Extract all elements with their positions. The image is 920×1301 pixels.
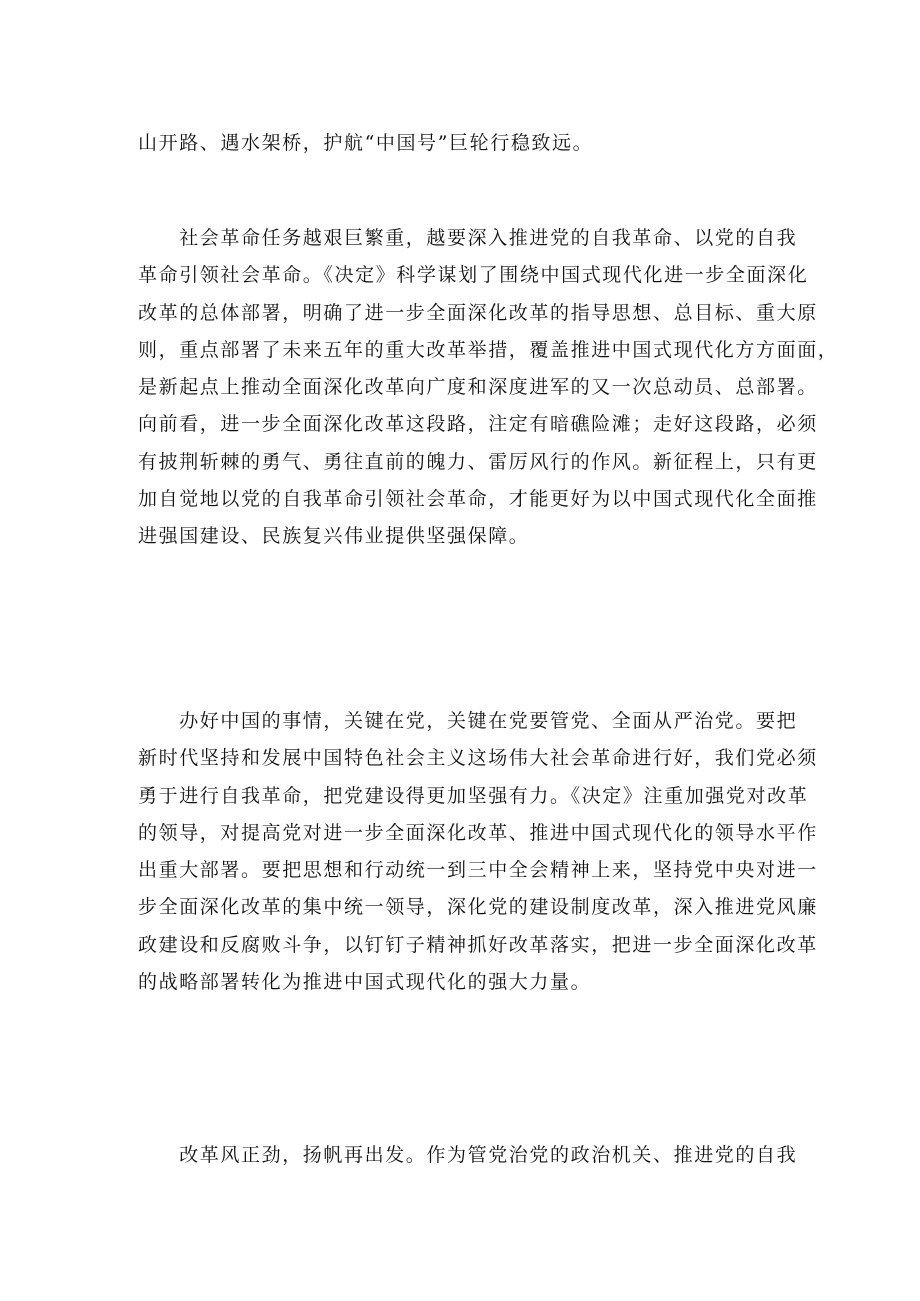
text-line: 向前看，进一步全面深化改革这段路，注定有暗礁险滩；走好这段路，必须: [138, 413, 818, 436]
text-line: 社会革命任务越艰巨繁重，越要深入推进党的自我革命、以党的自我: [138, 227, 798, 249]
text-line: 步全面深化改革的集中统一领导，深化党的建设制度改革，深入推进党风廉: [138, 896, 818, 919]
text-line: 办好中国的事情，关键在党，关键在党要管党、全面从严治党。要把: [138, 710, 798, 732]
text-line: 出重大部署。要把思想和行动统一到三中全会精神上来，坚持党中央对进一: [138, 859, 818, 882]
text-line: 改革风正劲，扬帆再出发。作为管党治党的政治机关、推进党的自我: [138, 1144, 798, 1166]
text-line: 有披荆斩棘的勇气、勇往直前的魄力、雷厉风行的作风。新征程上，只有更: [138, 450, 818, 473]
text-line: 新时代坚持和发展中国特色社会主义这场伟大社会革命进行好，我们党必须: [138, 747, 818, 770]
text-line: 的战略部署转化为推进中国式现代化的强大力量。: [138, 971, 592, 994]
text-line: 革命引领社会革命。《决定》科学谋划了围绕中国式现代化进一步全面深化: [138, 264, 809, 287]
text-line: 的领导，对提高党对进一步全面深化改革、推进中国式现代化的领导水平作: [138, 821, 818, 844]
paragraph: [138, 1137, 798, 1174]
text-line: 政建设和反腐败斗争，以钉钉子精神抓好改革落实，把进一步全面深化改革: [138, 933, 818, 956]
text-line: 则，重点部署了未来五年的重大改革举措，覆盖推进中国式现代化方方面面，: [138, 338, 839, 361]
text-line: 是新起点上推动全面深化改革向广度和深度进军的又一次总动员、总部署。: [138, 376, 818, 399]
text-line: 山开路、遇水架桥，护航“中国号”巨轮行稳致远。: [138, 132, 594, 154]
text-line: 加自觉地以党的自我革命引领社会革命，才能更好为以中国式现代化全面推: [138, 488, 818, 511]
paragraph: [138, 220, 839, 556]
text-line: 进强国建设、民族复兴伟业提供坚强保障。: [138, 525, 530, 548]
text-line: 改革的总体部署，明确了进一步全面深化改革的指导思想、总目标、重大原: [138, 301, 818, 324]
text-line: 勇于进行自我革命，把党建设得更加坚强有力。《决定》注重加强党对改革: [138, 784, 809, 807]
paragraph: [138, 703, 818, 1001]
paragraph: [138, 125, 790, 162]
